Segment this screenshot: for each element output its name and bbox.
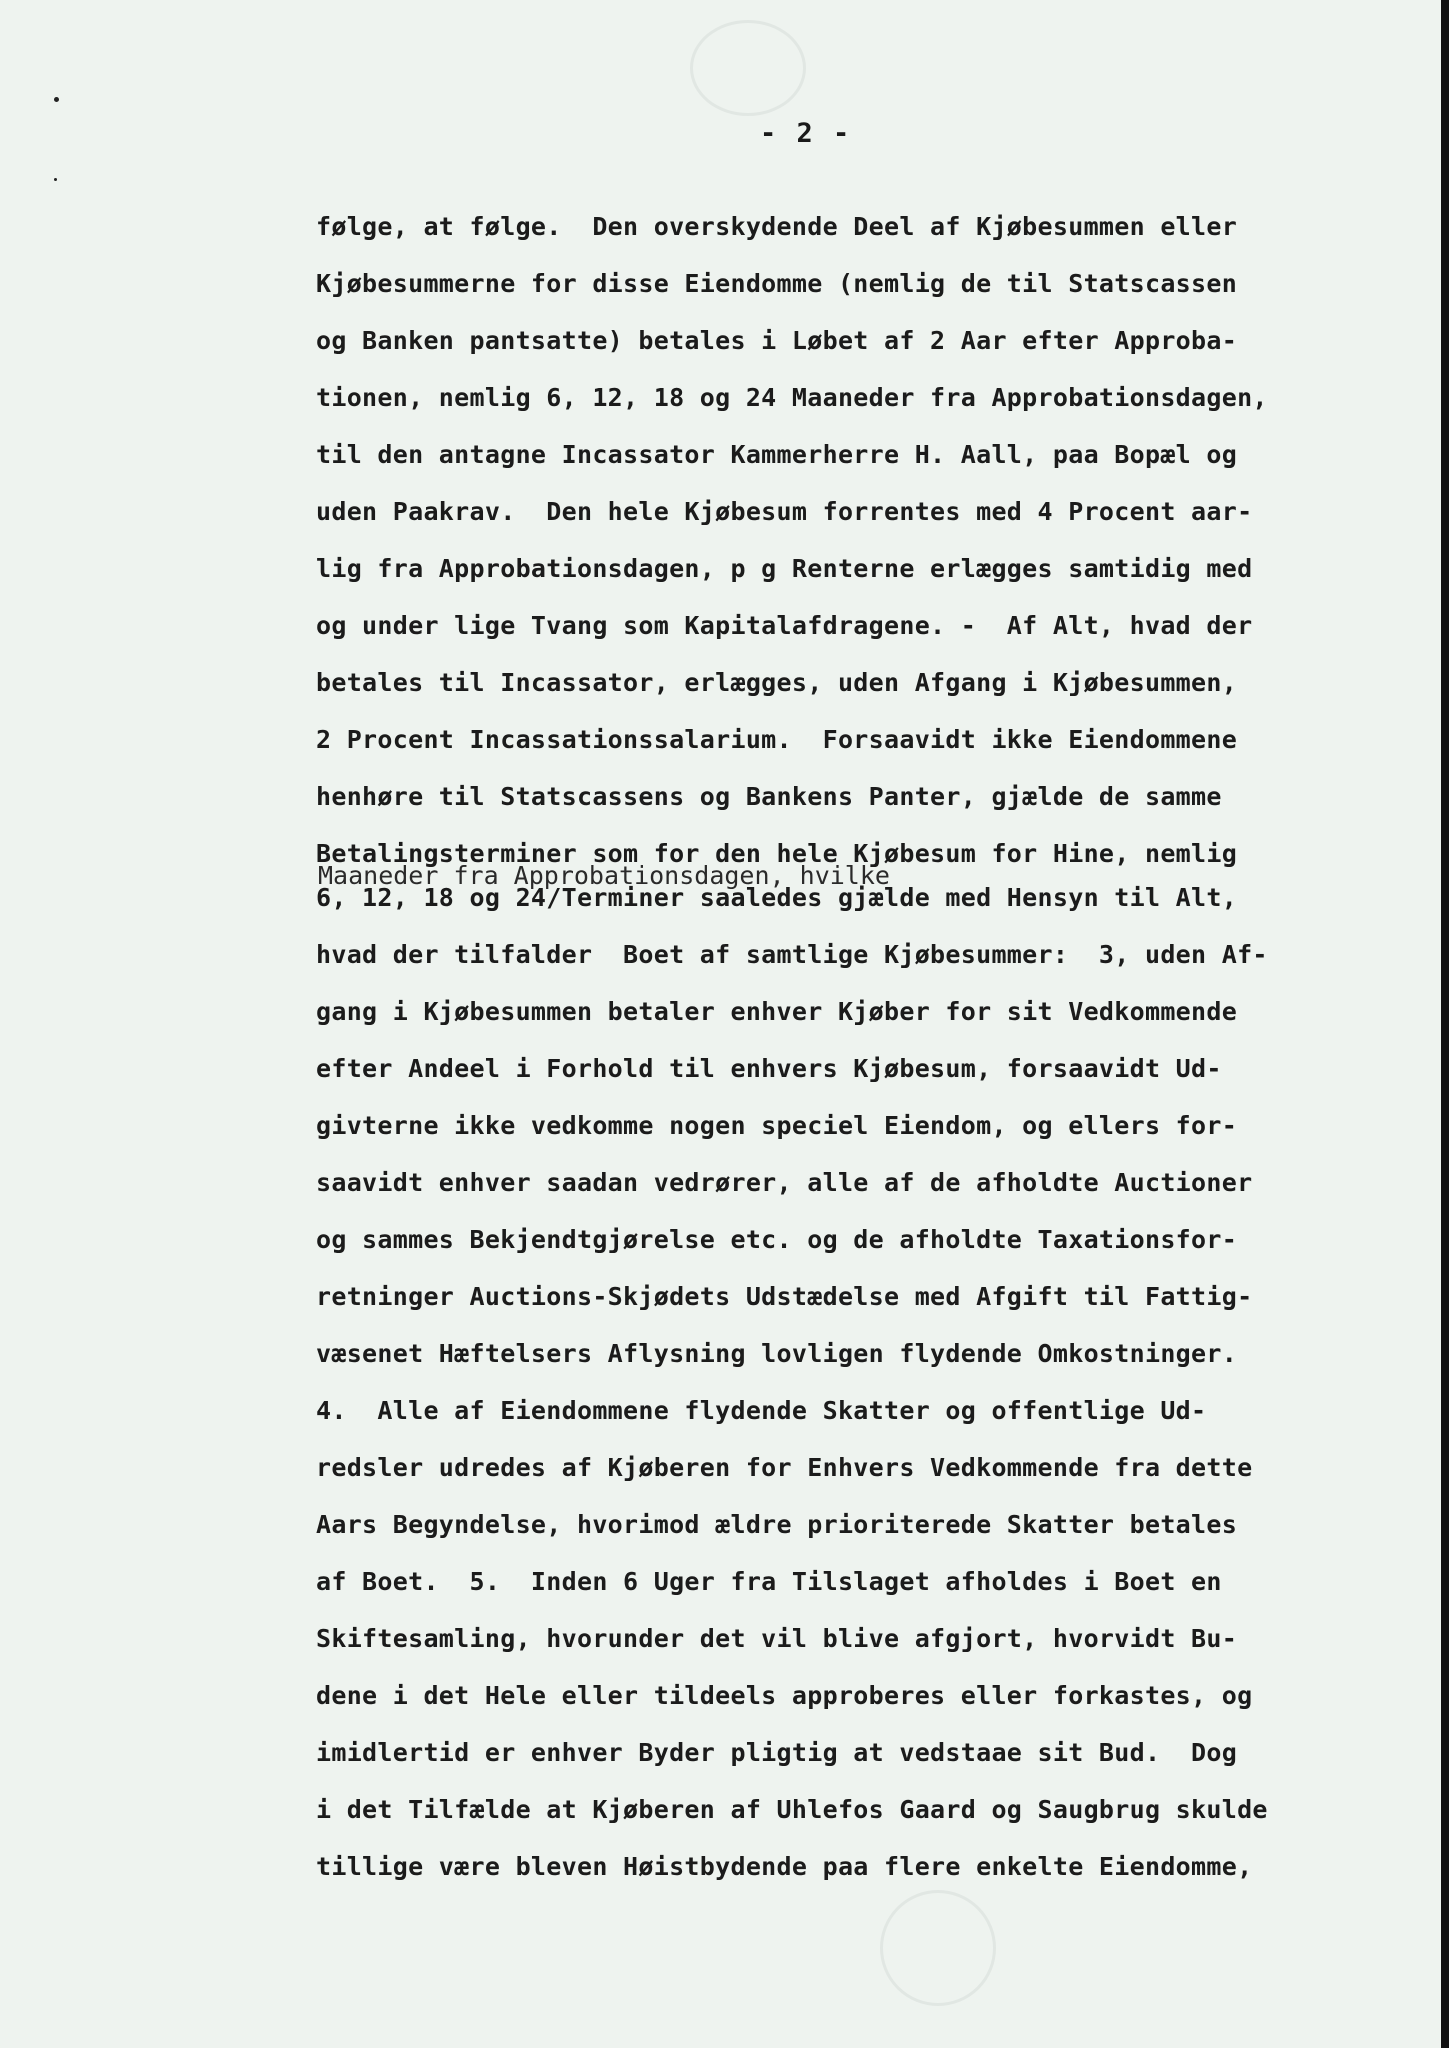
text-line: hvad der tilfalder Boet af samtlige Kjøbesummer: 3, uden Af- <box>316 940 1268 969</box>
text-line: dene i det Hele eller tildeels approberes eller forkastes, og <box>316 1681 1253 1710</box>
text-line: 2 Procent Incassationssalarium. Forsaavidt ikke Eiendommene <box>316 725 1238 754</box>
text-line: betales til Incassator, erlægges, uden Afgang i Kjøbesummen, <box>316 668 1238 697</box>
text-line: og sammes Bekjendtgjørelse etc. og de afholdte Taxationsfor- <box>316 1225 1238 1254</box>
typed-insertion: Maaneder fra Approbationsdagen, hvilke <box>318 861 890 890</box>
text-line: Aars Begyndelse, hvorimod ældre prioriterede Skatter betales <box>316 1510 1238 1539</box>
text-line: lig fra Approbationsdagen, p g Renterne erlægges samtidig med <box>316 554 1253 583</box>
text-line: væsenet Hæftelsers Aflysning lovligen flydende Omkostninger. <box>316 1339 1238 1368</box>
text-line: uden Paakrav. Den hele Kjøbesum forrentes med 4 Procent aar- <box>316 497 1253 526</box>
text-line: efter Andeel i Forhold til enhvers Kjøbesum, forsaavidt Ud- <box>316 1054 1222 1083</box>
text-line: redsler udredes af Kjøberen for Enhvers Vedkommende fra dette <box>316 1453 1253 1482</box>
text-line: følge, at følge. Den overskydende Deel af Kjøbesummen eller <box>316 212 1238 241</box>
text-line: i det Tilfælde at Kjøberen af Uhlefos Gaard og Saugbrug skulde <box>316 1795 1268 1824</box>
text-line: tionen, nemlig 6, 12, 18 og 24 Maaneder fra Approbationsdagen, <box>316 383 1268 412</box>
text-line: imidlertid er enhver Byder pligtig at vedstaae sit Bud. Dog <box>316 1738 1238 1767</box>
page-number: - 2 - <box>760 118 852 149</box>
bleed-through-mark <box>880 1890 996 2006</box>
text-line: til den antagne Incassator Kammerherre H. Aall, paa Bopæl og <box>316 440 1238 469</box>
scan-edge <box>1441 0 1449 2048</box>
text-line: gang i Kjøbesummen betaler enhver Kjøber for sit Vedkommende <box>316 997 1238 1026</box>
text-line: af Boet. 5. Inden 6 Uger fra Tilslaget afholdes i Boet en <box>316 1567 1222 1596</box>
text-line: og under lige Tvang som Kapitalafdragene. - Af Alt, hvad der <box>316 611 1253 640</box>
scan-speck <box>54 178 57 181</box>
text-line: saavidt enhver saadan vedrører, alle af de afholdte Auctioner <box>316 1168 1253 1197</box>
text-line: 4. Alle af Eiendommene flydende Skatter og offentlige Ud- <box>316 1396 1207 1425</box>
text-line: og Banken pantsatte) betales i Løbet af 2 Aar efter Approba- <box>316 326 1238 355</box>
text-line: 6, 12, 18 og 24/Terminer saaledes gjælde med Hensyn til Alt, <box>316 883 1238 912</box>
text-line: tillige være bleven Høistbydende paa flere enkelte Eiendomme, <box>316 1852 1253 1881</box>
text-line: retninger Auctions-Skjødets Udstædelse med Afgift til Fattig- <box>316 1282 1253 1311</box>
bleed-through-stamp <box>690 20 806 116</box>
scan-speck <box>54 97 59 102</box>
text-line: givterne ikke vedkomme nogen speciel Eiendom, og ellers for- <box>316 1111 1238 1140</box>
text-line: henhøre til Statscassens og Bankens Panter, gjælde de samme <box>316 782 1222 811</box>
text-line: Skiftesamling, hvorunder det vil blive afgjort, hvorvidt Bu- <box>316 1624 1238 1653</box>
text-line: Betalingsterminer som for den hele Kjøbesum for Hine, nemlig <box>316 839 1238 868</box>
text-line: Kjøbesummerne for disse Eiendomme (nemlig de til Statscassen <box>316 269 1238 298</box>
body-text <box>316 198 1268 1895</box>
